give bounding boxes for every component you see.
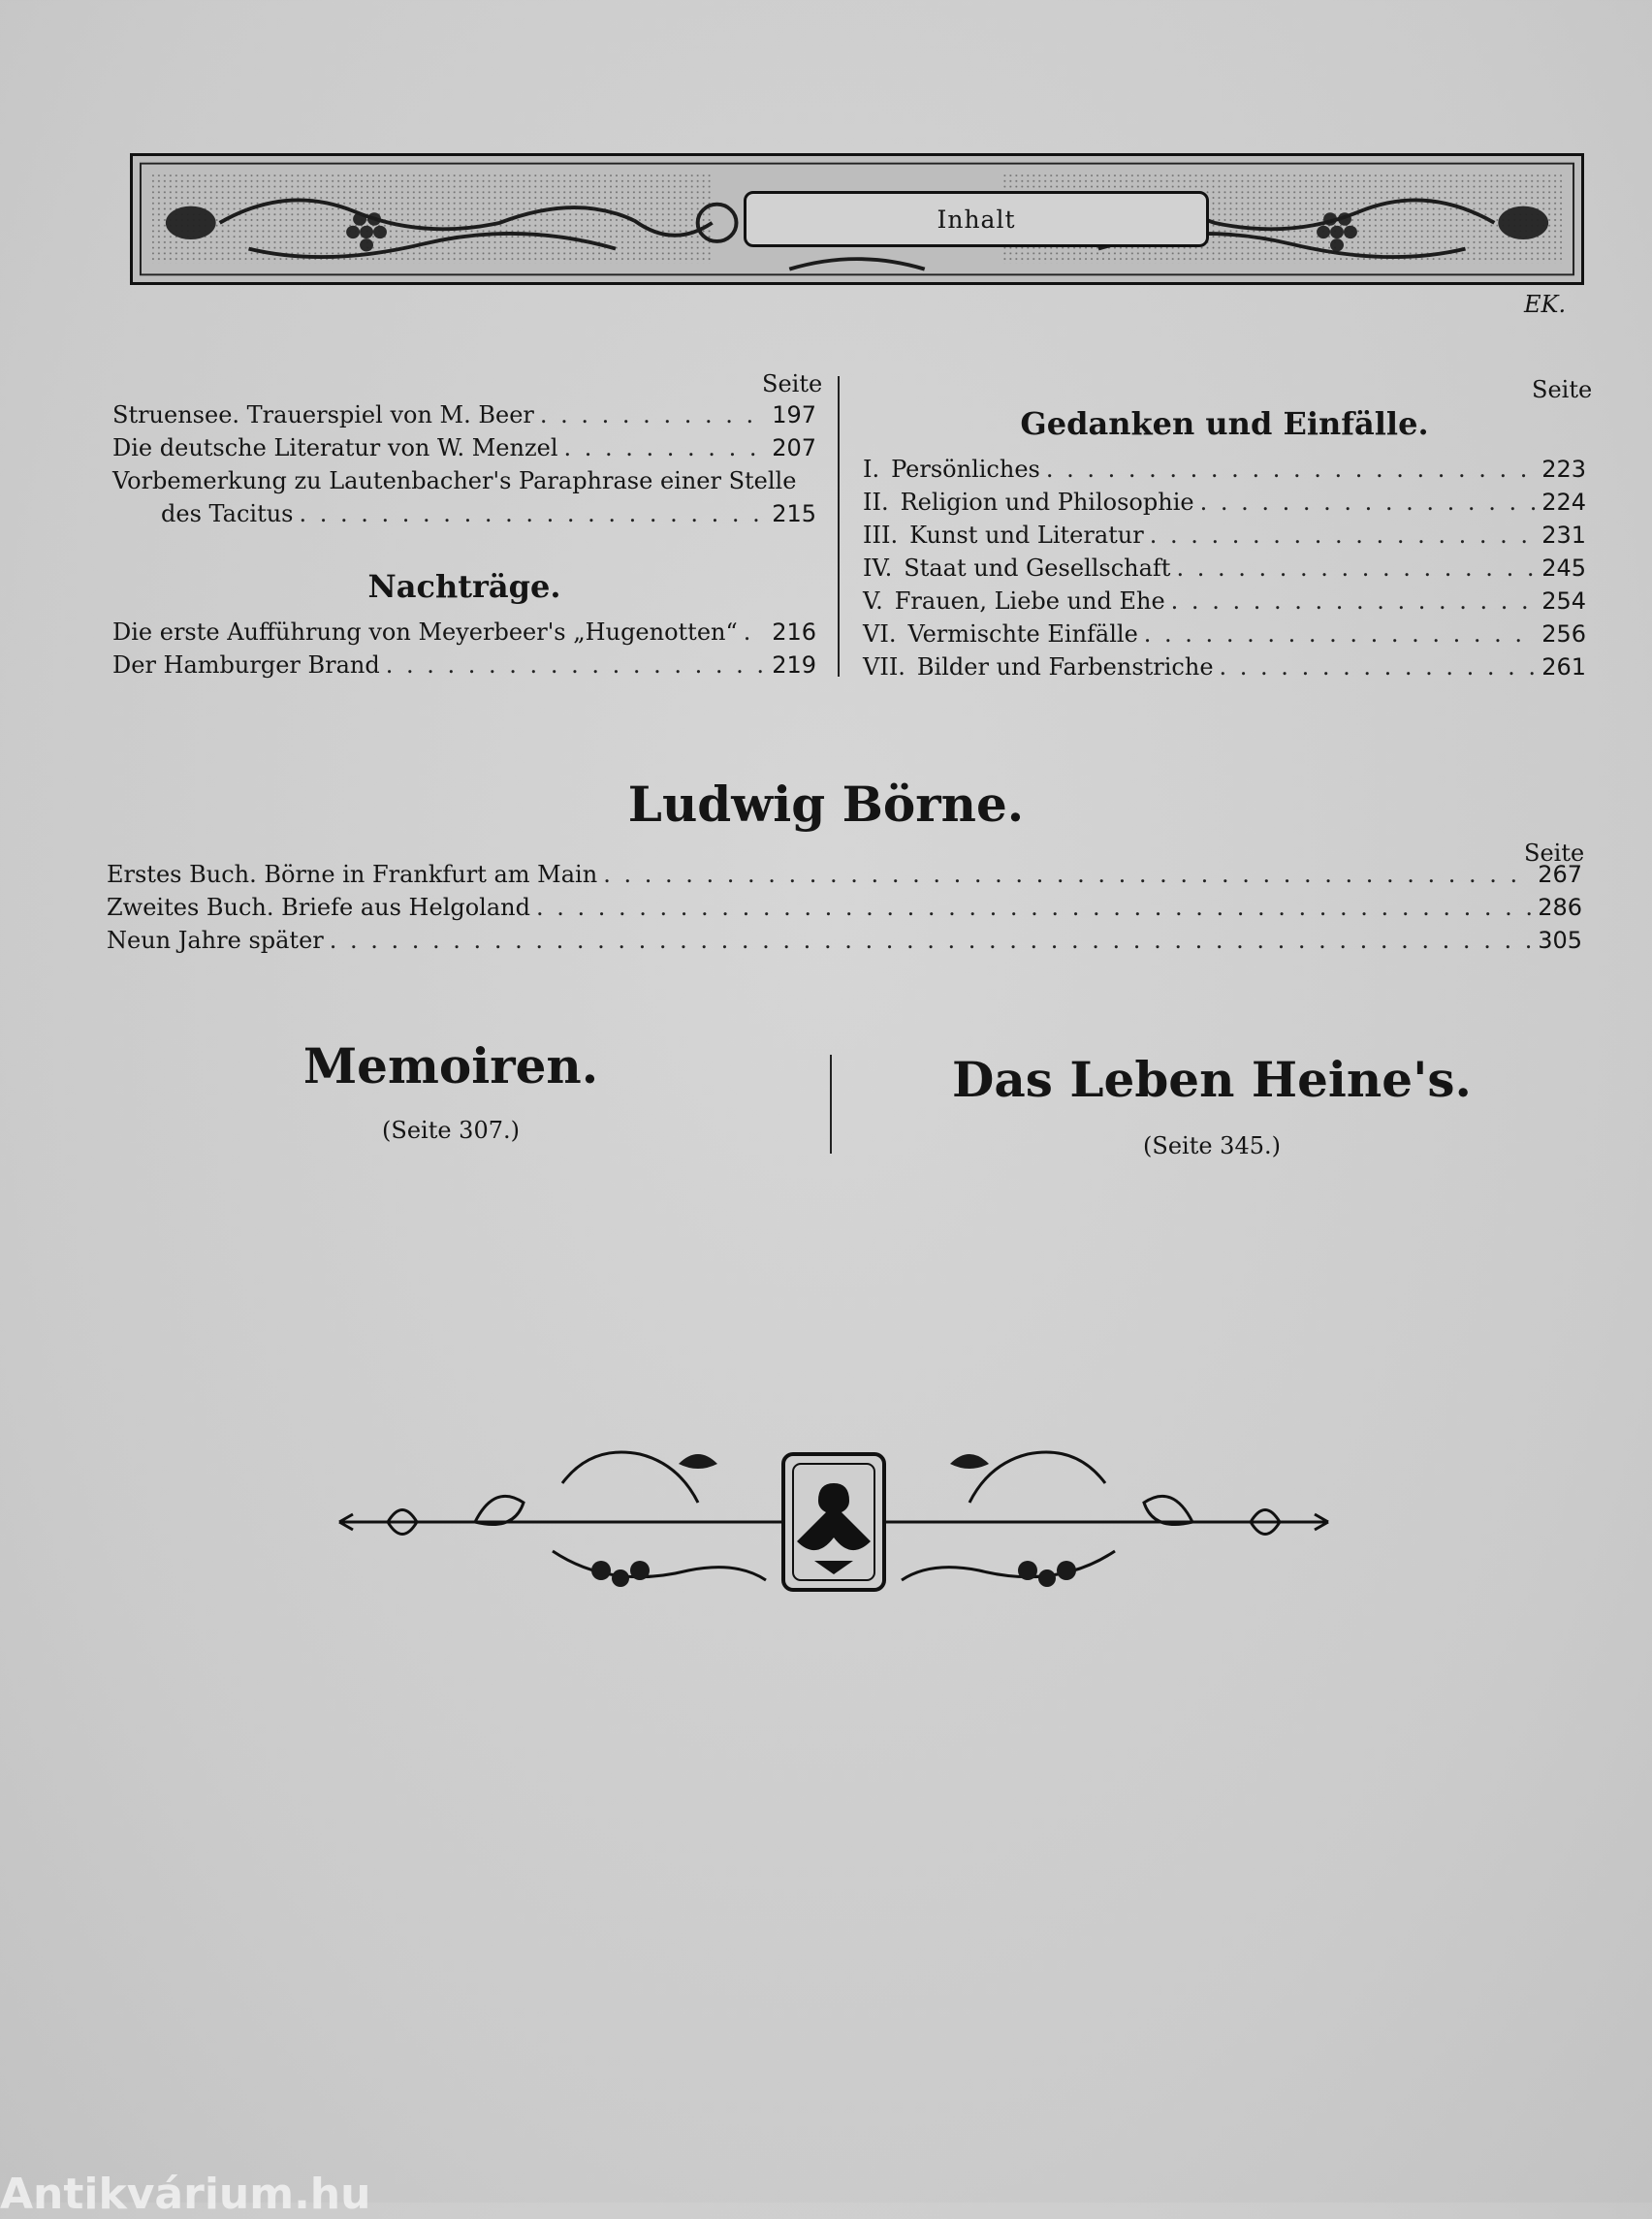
toc-entry-title: Religion und Philosophie [900,489,1194,516]
toc-entry-page: 224 [1541,489,1586,516]
toc-entry-title: Zweites Buch. Briefe aus Helgoland [107,894,530,921]
artist-monogram: EK. [1524,291,1567,318]
boerne-seite-label: Seite [1524,840,1585,867]
toc-entry-line1 [112,467,816,494]
memoiren-heading: Memoiren. [302,1037,599,1094]
toc-entry-page: 219 [772,651,816,679]
toc-entry [107,894,1582,921]
toc-entry-page: 261 [1541,653,1586,681]
toc-entry-title: Bilder und Farbenstriche [916,653,1214,681]
toc-entry-page: 207 [772,434,816,461]
watermark: Antikvárium.hu [0,2170,371,2219]
nachtraege-heading: Nachträge. [367,568,561,605]
toc-entry-page: 223 [1541,456,1586,483]
eagle-vignette-icon [330,1425,1338,1619]
toc-entry-title: Erstes Buch. Börne in Frankfurt am Main [107,861,598,888]
toc-entry-title: Frauen, Liebe und Ehe [894,587,1165,615]
column-divider [838,376,840,677]
toc-entry-title: Vorbemerkung zu Lautenbacher's Paraphrase einer Stelle [112,467,797,494]
toc-entry-page: 215 [772,500,816,527]
toc-entry-page: 197 [772,401,816,428]
leben-heading: Das Leben Heine's. [952,1051,1472,1108]
toc-numeral: VII. [863,653,905,681]
toc-entry [863,620,1586,648]
toc-entry [863,489,1586,516]
toc-entry-title: Die deutsche Literatur von W. Menzel [112,434,558,461]
toc-entry-title: Vermischte Einfälle [907,620,1138,648]
toc-entry-title: Neun Jahre später [107,927,324,954]
toc-entry-page: 245 [1541,555,1586,582]
gedanken-heading: Gedanken und Einfälle. [1020,405,1429,442]
toc-entry-line2 [161,500,816,527]
toc-entry-page: 216 [772,618,816,646]
toc-entry-title-cont: des Tacitus [161,500,294,527]
leben-page-ref: (Seite 345.) [1143,1132,1281,1159]
toc-entry [112,434,816,461]
toc-entry-title: Struensee. Trauerspiel von M. Beer [112,401,534,428]
toc-entry-title: Der Hamburger Brand [112,651,380,679]
section-divider [830,1055,832,1154]
toc-entry-title: Die erste Aufführung von Meyerbeer's „Hugenotten“ [112,618,738,646]
toc-entry [112,401,816,428]
toc-entry-title: Kunst und Literatur [909,522,1144,549]
toc-entry [863,653,1586,681]
right-seite-label: Seite [1532,376,1593,403]
left-seite-label: Seite [762,370,823,397]
toc-numeral: III. [863,522,899,549]
toc-entry [863,555,1586,582]
toc-entry-title: Staat und Gesellschaft [904,555,1171,582]
toc-numeral: VI. [863,620,897,648]
toc-entry-page: 267 [1538,861,1582,888]
toc-entry-page: 256 [1541,620,1586,648]
toc-entry [112,651,816,679]
banner-title: Inhalt [744,191,1209,247]
toc-numeral: II. [863,489,889,516]
toc-entry-title: Persönliches [891,456,1040,483]
toc-entry [112,618,816,646]
boerne-heading: Ludwig Börne. [627,776,1025,833]
toc-entry [863,456,1586,483]
toc-numeral: IV. [863,555,893,582]
toc-entry-page: 286 [1538,894,1582,921]
toc-numeral: V. [863,587,883,615]
memoiren-page-ref: (Seite 307.) [382,1117,520,1144]
toc-entry [863,587,1586,615]
toc-numeral: I. [863,456,880,483]
header-banner [130,153,1584,285]
toc-entry [107,927,1582,954]
toc-entry-page: 231 [1541,522,1586,549]
toc-entry-page: 305 [1538,927,1582,954]
toc-entry [107,861,1582,888]
toc-entry [863,522,1586,549]
toc-entry-page: 254 [1541,587,1586,615]
